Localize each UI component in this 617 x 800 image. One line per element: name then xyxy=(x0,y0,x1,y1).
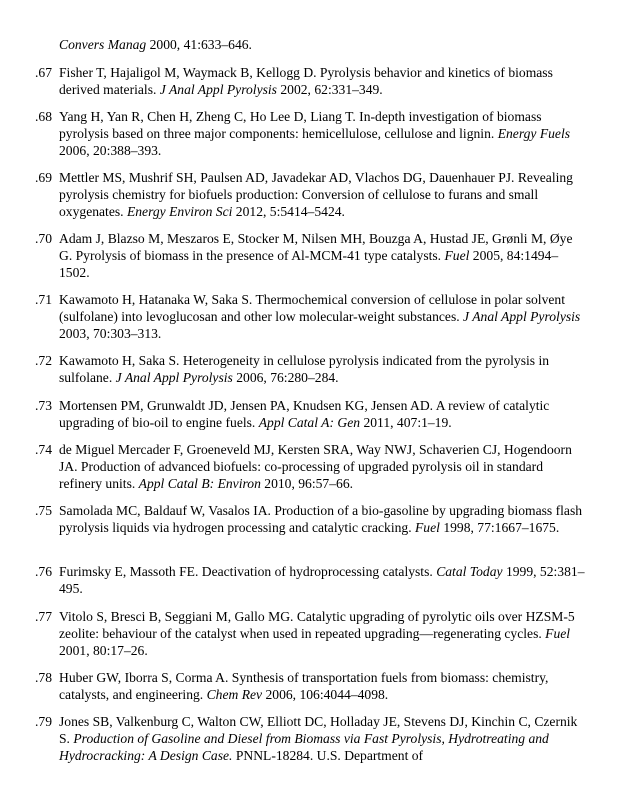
reference-journal-italic: Appl Catal B: Environ xyxy=(138,476,261,491)
reference-number: 69. xyxy=(35,170,52,185)
reference-text-run: 2001, 80:17–26. xyxy=(59,643,148,658)
reference-text xyxy=(59,169,585,220)
reference-text-run: 2006, 20:388–393. xyxy=(59,143,162,158)
reference-text-run: 2002, 62:331–349. xyxy=(276,82,383,97)
reference-journal-italic: Fuel xyxy=(415,520,440,535)
reference-text xyxy=(59,608,585,659)
reference-text-run: Jones SB, Valkenburg C, Walton CW, Elliott DC, Holladay JE, Stevens DJ, Kinchin C, Czernik S. xyxy=(59,714,578,746)
reference-text-run: de Miguel Mercader F, Groeneveld MJ, Kersten SRA, Way NWJ, Schaverien CJ, Hogendoorn JA. Production of advanced biofuels: co-processing of upgraded pyrolysis oil in standard refinery units. xyxy=(59,442,572,491)
reference-journal-italic: Energy Fuels xyxy=(497,126,571,141)
reference-text xyxy=(59,230,585,281)
reference-text-run: 2003, 70:303–313. xyxy=(59,326,162,341)
reference-text xyxy=(59,36,585,53)
reference-text-run: 1998, 77:1667–1675. xyxy=(439,520,560,535)
reference-journal-italic: J Anal Appl Pyrolysis xyxy=(115,370,233,385)
reference-number: 78. xyxy=(35,670,52,685)
reference-text xyxy=(59,669,585,703)
reference-number: 72. xyxy=(35,353,52,368)
reference-text-run: Huber GW, Iborra S, Corma A. Synthesis of transportation fuels from biomass: chemistry, catalysts, and engineering. xyxy=(59,670,549,702)
reference-text xyxy=(59,502,585,536)
reference-text xyxy=(59,713,585,764)
reference-text-run: Mortensen PM, Grunwaldt JD, Jensen PA, Knudsen KG, Jensen AD. A review of catalytic upgrading of bio-oil to engine fuels. xyxy=(59,398,550,430)
reference-number: 67. xyxy=(35,65,52,80)
reference-number: 68. xyxy=(35,109,52,124)
reference-number: 70. xyxy=(35,231,52,246)
reference-number: 71. xyxy=(35,292,52,307)
reference-journal-italic: Chem Rev xyxy=(206,687,263,702)
reference-journal-italic: Convers Manag xyxy=(59,37,147,52)
reference-number: 75. xyxy=(35,503,52,518)
reference-journal-italic: Fuel xyxy=(545,626,571,641)
reference-text-run: PNNL-18284. U.S. Department of xyxy=(232,748,424,763)
reference-journal-italic: Energy Environ Sci xyxy=(126,204,233,219)
reference-text xyxy=(59,64,585,98)
reference-text xyxy=(59,352,585,386)
reference-number: 73. xyxy=(35,398,52,413)
reference-text xyxy=(59,291,585,342)
reference-text-run: Yang H, Yan R, Chen H, Zheng C, Ho Lee D, Liang T. In-depth investigation of biomass pyrolysis based on three major components: hemicellulose, cellulose and lignin. xyxy=(59,109,542,141)
reference-text-run: 1999, 52:381–495. xyxy=(59,564,585,596)
reference-text-run: Adam J, Blazso M, Meszaros E, Stocker M, Nilsen MH, Bouzga A, Hustad JE, Grønli M, Øye G. Pyrolysis of biomass in the presence of Al-MCM-41 type catalysts. xyxy=(59,231,573,263)
reference-text-run: Vitolo S, Bresci B, Seggiani M, Gallo MG. Catalytic upgrading of pyrolytic oils over HZSM-5 zeolite: behaviour of the catalyst when used in repeated upgrading—regenerating cycles. xyxy=(59,609,575,641)
reference-text-run: Mettler MS, Mushrif SH, Paulsen AD, Javadekar AD, Vlachos DG, Dauenhauer PJ. Revealing pyrolysis chemistry for biofuels production: Conversion of cellulose to furans and small oxygenates. xyxy=(59,170,573,219)
reference-text-run: 2010, 96:57–66. xyxy=(260,476,354,491)
reference-text-run: Kawamoto H, Hatanaka W, Saka S. Thermochemical conversion of cellulose in polar solvent (sulfolane) into levoglucosan and other low molecular-weight substances. xyxy=(59,292,565,324)
reference-journal-italic: Catal Today xyxy=(436,564,503,579)
reference-text-run: Fisher T, Hajaligol M, Waymack B, Kellogg D. Pyrolysis behavior and kinetics of biomass derived materials. xyxy=(59,65,553,97)
reference-text-run: 2000, 41:633–646. xyxy=(146,37,252,52)
reference-text xyxy=(59,397,585,431)
reference-journal-italic: J Anal Appl Pyrolysis xyxy=(159,82,277,97)
reference-text-run: Kawamoto H, Saka S. Heterogeneity in cellulose pyrolysis indicated from the pyrolysis in sulfolane. xyxy=(59,353,550,385)
reference-number: 76. xyxy=(35,564,52,579)
reference-text-run: Samolada MC, Baldauf W, Vasalos IA. Production of a bio-gasoline by upgrading biomass flash pyrolysis liquids via hydrogen processing and catalytic cracking. xyxy=(59,503,583,535)
reference-text xyxy=(59,441,585,492)
reference-number: 74. xyxy=(35,442,52,457)
reference-text-run: Furimsky E, Massoth FE. Deactivation of hydroprocessing catalysts. xyxy=(59,564,437,579)
reference-text-run: 2006, 76:280–284. xyxy=(232,370,339,385)
reference-journal-italic: J Anal Appl Pyrolysis xyxy=(463,309,581,324)
reference-journal-italic: Fuel xyxy=(444,248,470,263)
reference-text-run: 2005, 84:1494–1502. xyxy=(59,248,559,280)
reference-text-run: 2012, 5:5414–5424. xyxy=(232,204,345,219)
reference-number: 79. xyxy=(35,714,52,729)
reference-text xyxy=(59,563,585,597)
reference-journal-italic: Appl Catal A: Gen xyxy=(258,415,361,430)
reference-number: 77. xyxy=(35,609,52,624)
reference-text-run: 2011, 407:1–19. xyxy=(360,415,452,430)
reference-text xyxy=(59,108,585,159)
reference-text-run: 2006, 106:4044–4098. xyxy=(262,687,389,702)
reference-journal-italic: Production of Gasoline and Diesel from Biomass via Fast Pyrolysis, Hydrotreating and Hydrocracking: A Design Case. xyxy=(59,731,549,763)
